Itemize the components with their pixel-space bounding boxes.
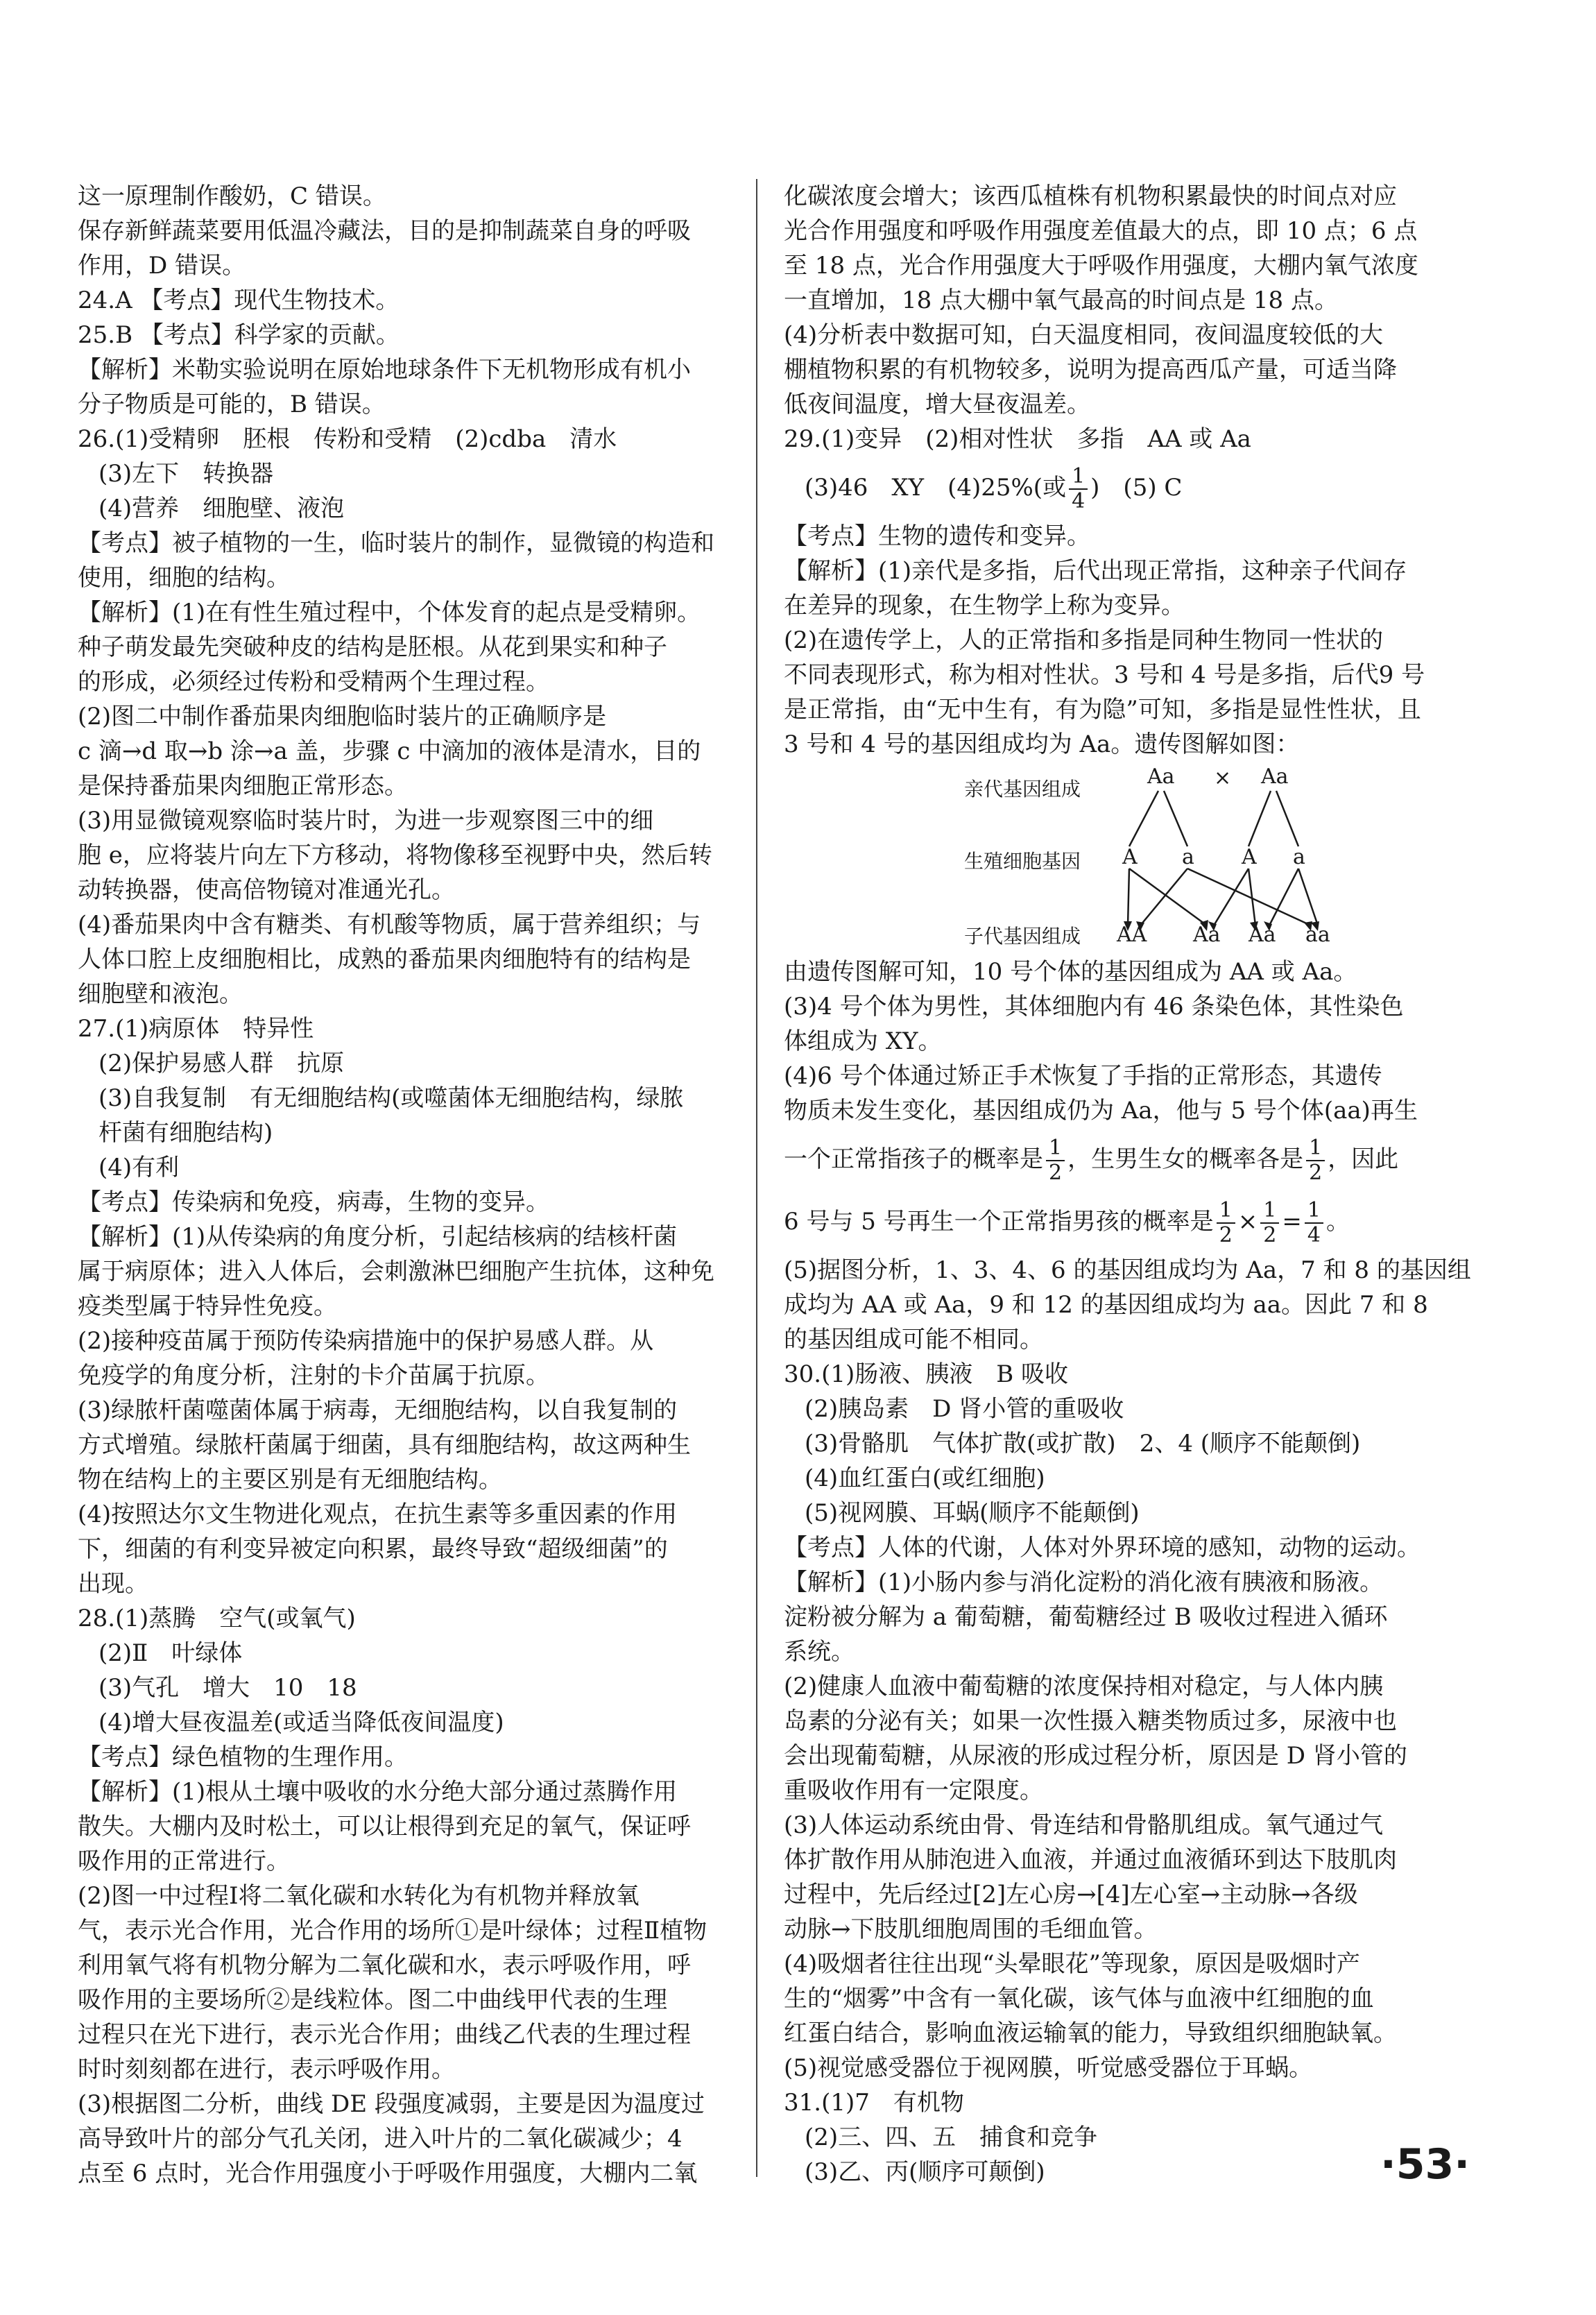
q28-continued-line: 光合作用强度和呼吸作用强度差值最大的点，即 10 点；6 点 [784, 217, 1418, 245]
left-column-line: 散失。大棚内及时松土，可以让根得到充足的氧气，保证呼 [78, 1813, 691, 1840]
left-column-line: 下，细菌的有利变异被定向积累，最终导致“超级细菌”的 [78, 1535, 668, 1563]
q30-q31-line: 【解析】(1)小肠内参与消化淀粉的消化液有胰液和肠液。 [784, 1569, 1384, 1596]
q29-explanation-line: (4)6 号个体通过矫正手术恢复了手指的正常形态，其遗传 [784, 1062, 1382, 1090]
fraction-one-half-d: $\frac{1}{2}$ [1260, 1199, 1279, 1247]
q28-continued-line: 一直增加，18 点大棚中氧气最高的时间点是 18 点。 [784, 287, 1338, 314]
q29-explanation-line: 由遗传图解可知，10 号个体的基因组成为 AA 或 Aa。 [784, 958, 1357, 986]
gamete-1: A [1122, 845, 1138, 869]
q29-answer [784, 422, 1519, 1357]
left-column-line: 方式增殖。绿脓杆菌属于细菌，具有细胞结构，故这两种生 [78, 1431, 691, 1459]
gamete-4: a [1293, 845, 1305, 869]
left-column-line: 26.(1)受精卵 胚根 传粉和受精 (2)cdba 清水 [78, 425, 617, 453]
left-column-line: 【解析】(1)在有性生殖过程中，个体发育的起点是受精卵。 [78, 599, 701, 626]
left-column-line: 疫类型属于特异性免疫。 [78, 1292, 337, 1320]
left-column-line: 【解析】(1)从传染病的角度分析，引起结核病的结核杆菌 [78, 1223, 678, 1251]
q30-q31-line: (3)骨骼肌 气体扩散(或扩散) 2、4 (顺序不能颠倒) [805, 1430, 1361, 1458]
q29-explanation-line: 物质未发生变化，基因组成仍为 Aa，他与 5 号个体(aa)再生 [784, 1097, 1418, 1125]
left-column-line: (3)根据图二分析，曲线 DE 段强度减弱，主要是因为温度过 [78, 2090, 705, 2118]
right-column [784, 179, 1519, 2189]
fraction-one-quarter: $\frac{1}{4}$ [1069, 465, 1088, 513]
q29-answer-line-1: 29.(1)变异 (2)相对性状 多指 AA 或 Aa [784, 425, 1251, 453]
q30-q31-line: 生的“烟雾”中含有一氧化碳，该气体与血液中红细胞的血 [784, 1985, 1374, 2013]
q29-probability-line-1: 一个正常指孩子的概率是 $\frac{1}{2}$ ，生男生女的概率各是 $\frac{1}{2}$ ，因此 [784, 1136, 1399, 1185]
left-column-line: 属于病原体；进入人体后，会刺激淋巴细胞产生抗体，这种免 [78, 1258, 714, 1285]
left-column-line: (3)气孔 增大 10 18 [98, 1674, 357, 1702]
left-column-line: c 滴→d 取→b 涂→a 盖，步骤 c 中滴加的液体是清水，目的 [78, 737, 701, 765]
q29-explanation-tail [784, 1253, 1519, 1357]
page-number: ·53· [1380, 2140, 1470, 2189]
left-column-line: 24.A 【考点】现代生物技术。 [78, 287, 400, 314]
q30-q31-line: (3)人体运动系统由骨、骨连结和骨骼肌组成。氧气通过气 [784, 1811, 1384, 1839]
left-column-line: 【考点】绿色植物的生理作用。 [78, 1743, 408, 1771]
offspring-4: aa [1305, 923, 1330, 947]
left-column-line: 这一原理制作酸奶，C 错误。 [78, 182, 386, 210]
q30-q31-line: 红蛋白结合，影响血液运输氧的能力，导致组织细胞缺氧。 [784, 2019, 1397, 2047]
left-column-line: 吸作用的正常进行。 [78, 1847, 290, 1875]
parent-2-genotype: Aa [1261, 764, 1289, 789]
left-column-line: 27.(1)病原体 特异性 [78, 1015, 314, 1043]
left-column-line: 【解析】(1)根从土壤中吸收的水分绝大部分通过蒸腾作用 [78, 1778, 678, 1806]
offspring-2: Aa [1193, 923, 1221, 947]
left-column-line: 细胞壁和液泡。 [78, 980, 243, 1008]
left-column-line: 分子物质是可能的，B 错误。 [78, 391, 386, 418]
q30-q31-line: 30.(1)肠液、胰液 B 吸收 [784, 1360, 1069, 1388]
left-column-line: 动转换器，使高倍物镜对准通光孔。 [78, 876, 455, 904]
left-column-line: 吸作用的主要场所②是线粒体。图二中曲线甲代表的生理 [78, 1986, 667, 2014]
q30-q31-line: (4)吸烟者往往出现“头晕眼花”等现象，原因是吸烟时产 [784, 1950, 1360, 1978]
q29-explanation-line: 的基因组成可能不相同。 [784, 1326, 1043, 1353]
q28-continued-line: 低夜间温度，增大昼夜温差。 [784, 391, 1090, 418]
q30-q31-line: 过程中，先后经过[2]左心房→[4]左心室→主动脉→各级 [784, 1881, 1358, 1908]
left-column-line: (2)保护易感人群 抗原 [98, 1050, 345, 1077]
q30-q31-line: (3)乙、丙(顺序可颠倒) [805, 2158, 1045, 2186]
fraction-one-half-b: $\frac{1}{2}$ [1306, 1136, 1325, 1185]
q30-q31-line: (2)三、四、五 捕食和竞争 [805, 2124, 1098, 2151]
q29-explanation-line: 不同表现形式，称为相对性状。3 号和 4 号是多指，后代9 号 [784, 661, 1425, 689]
q30-q31-line: 【考点】人体的代谢，人体对外界环境的感知，动物的运动。 [784, 1534, 1421, 1562]
q30-q31-line: 岛素的分泌有关；如果一次性摄入糖类物质过多，尿液中也 [784, 1707, 1397, 1735]
offspring-1: AA [1117, 923, 1147, 947]
q30-q31-line: (2)健康人血液中葡萄糖的浓度保持相对稳定，与人体内胰 [784, 1673, 1384, 1700]
left-column-line: 时时刻刻都在进行，表示呼吸作用。 [78, 2056, 455, 2083]
left-column-line: 25.B 【考点】科学家的贡献。 [78, 321, 400, 349]
q30-q31-line: (2)胰岛素 D 肾小管的重吸收 [805, 1395, 1124, 1423]
left-column-line: 【考点】被子植物的一生，临时装片的制作，显微镜的构造和 [78, 529, 714, 557]
q29-explanation-line: 3 号和 4 号的基因组成均为 Aa。遗传图解如图： [784, 731, 1300, 758]
q30-q31-line: 动脉→下肢肌细胞周围的毛细血管。 [784, 1915, 1158, 1943]
q29-explanation-continued [784, 955, 1519, 1128]
q30-q31-line: (5)视网膜、耳蜗(顺序不能颠倒) [805, 1499, 1140, 1527]
q28-continued-line: 化碳浓度会增大；该西瓜植株有机物积累最快的时间点对应 [784, 182, 1397, 210]
q29-explanation-line: 在差异的现象，在生物学上称为变异。 [784, 592, 1185, 620]
left-column-line: (2)接种疫苗属于预防传染病措施中的保护易感人群。从 [78, 1327, 654, 1355]
left-column-line: 气，表示光合作用，光合作用的场所①是叶绿体；过程Ⅱ植物 [78, 1917, 707, 1945]
left-column-line: 【解析】米勒实验说明在原始地球条件下无机物形成有机小 [78, 356, 691, 384]
left-column-line: 28.(1)蒸腾 空气(或氧气) [78, 1605, 356, 1632]
left-column-line: 的形成，必须经过传粉和受精两个生理过程。 [78, 668, 549, 696]
q29-explanation-line: 成均为 AA 或 Aa，9 和 12 的基因组成均为 aa。因此 7 和 8 [784, 1291, 1428, 1319]
q30-q31-line: (4)血红蛋白(或红细胞) [805, 1464, 1045, 1492]
q29-explanation-line: (2)在遗传学上，人的正常指和多指是同种生物同一性状的 [784, 626, 1384, 654]
q30-q31-line: 淀粉被分解为 a 葡萄糖，葡萄糖经过 B 吸收过程进入循环 [784, 1603, 1388, 1631]
left-column-line: (2)图一中过程Ⅰ将二氧化碳和水转化为有机物并释放氧 [78, 1882, 640, 1910]
gamete-2: a [1182, 845, 1194, 869]
column-divider [756, 179, 757, 2177]
cross-symbol: × [1214, 766, 1232, 790]
gamete-3: A [1242, 845, 1257, 869]
left-column-line: 利用氧气将有机物分解为二氧化碳和水，表示呼吸作用，呼 [78, 1951, 691, 1979]
left-column-line: 胞 e，应将装片向左下方移动，将物像移至视野中央，然后转 [78, 842, 712, 869]
left-column-line: (3)自我复制 有无细胞结构(或噬菌体无细胞结构，绿脓 [98, 1084, 684, 1112]
label-offspring-genotype: 子代基因组成 [964, 925, 1081, 948]
q30-q31-answers [784, 1357, 1519, 2189]
left-column-line: (4)有利 [98, 1154, 180, 1181]
left-column-line: 【考点】传染病和免疫，病毒，生物的变异。 [78, 1188, 549, 1216]
left-column-line: 过程只在光下进行，表示光合作用；曲线乙代表的生理过程 [78, 2021, 691, 2049]
left-column-line: 人体口腔上皮细胞相比，成熟的番茄果肉细胞特有的结构是 [78, 946, 691, 973]
q28-continued-line: 棚植物积累的有机物较多，说明为提高西瓜产量，可适当降 [784, 356, 1397, 384]
left-column-line: (2)Ⅱ 叶绿体 [98, 1639, 243, 1667]
q29-explanation [784, 519, 1519, 762]
left-column-line: 种子萌发最先突破种皮的结构是胚根。从花到果实和种子 [78, 633, 667, 661]
fraction-one-quarter-b: $\frac{1}{4}$ [1305, 1199, 1323, 1247]
left-column-line: (4)按照达尔文生物进化观点，在抗生素等多重因素的作用 [78, 1501, 678, 1528]
left-column-line: 作用，D 错误。 [78, 252, 246, 280]
q28-continued-line: 至 18 点，光合作用强度大于呼吸作用强度，大棚内氧气浓度 [784, 252, 1418, 280]
offspring-3: Aa [1249, 923, 1276, 947]
left-column-line: (4)番茄果肉中含有糖类、有机酸等物质，属于营养组织；与 [78, 911, 701, 939]
label-parent-genotype: 亲代基因组成 [964, 778, 1081, 801]
q29-explanation-line: 体组成为 XY。 [784, 1027, 942, 1055]
fraction-one-half-a: $\frac{1}{2}$ [1046, 1136, 1065, 1185]
left-column [78, 179, 716, 2191]
q30-q31-line: 体扩散作用从肺泡进入血液，并通过血液循环到达下肢肌肉 [784, 1846, 1397, 1874]
left-column-line: 杆菌有细胞结构) [98, 1119, 273, 1147]
left-column-line: 点至 6 点时，光合作用强度小于呼吸作用强度，大棚内二氧 [78, 2160, 698, 2187]
fraction-one-half-c: $\frac{1}{2}$ [1217, 1199, 1235, 1247]
q30-q31-line: 会出现葡萄糖，从尿液的形成过程分析，原因是 D 肾小管的 [784, 1742, 1407, 1770]
label-gamete-genotype: 生殖细胞基因 [964, 850, 1081, 873]
left-column-line: (3)用显微镜观察临时装片时，为进一步观察图三中的细 [78, 807, 654, 835]
q30-q31-line: (5)视觉感受器位于视网膜，听觉感受器位于耳蜗。 [784, 2054, 1313, 2082]
left-column-line: 出现。 [78, 1570, 148, 1598]
q30-q31-line: 系统。 [784, 1638, 855, 1666]
q30-q31-line: 重吸收作用有一定限度。 [784, 1777, 1043, 1804]
left-column-line: 高导致叶片的部分气孔关闭，进入叶片的二氧化碳减少；4 [78, 2125, 683, 2153]
left-column-line: 是保持番茄果肉细胞正常形态。 [78, 772, 408, 800]
q29-explanation-line: (5)据图分析，1、3、4、6 的基因组成均为 Aa，7 和 8 的基因组 [784, 1256, 1471, 1284]
left-column-line: (3)绿脓杆菌噬菌体属于病毒，无细胞结构，以自我复制的 [78, 1396, 678, 1424]
left-column-line: 使用，细胞的结构。 [78, 564, 290, 592]
genetic-diagram [784, 764, 1477, 952]
left-column-line: 保存新鲜蔬菜要用低温冷藏法，目的是抑制蔬菜自身的呼吸 [78, 217, 691, 245]
q29-explanation-line: 是正常指，由“无中生有，有为隐”可知，多指是显性性状，且 [784, 696, 1421, 724]
q29-line2-text: (3)46 XY (4)25%(或 [805, 474, 1067, 502]
q29-line2-tail: ) (5) C [1090, 474, 1183, 502]
left-column-line: (2)图二中制作番茄果肉细胞临时装片的正确顺序是 [78, 703, 607, 731]
left-column-line: (4)营养 细胞壁、液泡 [98, 495, 345, 522]
left-column-line: (3)左下 转换器 [98, 460, 274, 488]
left-column-line: 物在结构上的主要区别是有无细胞结构。 [78, 1466, 502, 1494]
q29-probability-line-2: 6 号与 5 号再生一个正常指男孩的概率是 $\frac{1}{2}$ × $\frac{1}{2}$ = $\frac{1}{4}$ 。 [784, 1198, 1350, 1247]
left-column-line: 免疫学的角度分析，注射的卡介苗属于抗原。 [78, 1362, 549, 1390]
q29-explanation-line: (3)4 号个体为男性，其体细胞内有 46 条染色体，其性染色 [784, 993, 1404, 1020]
q29-explanation-line: 【解析】(1)亲代是多指，后代出现正常指，这种亲子代间存 [784, 557, 1407, 585]
left-column-line: (4)增大昼夜温差(或适当降低夜间温度) [98, 1709, 504, 1736]
q30-q31-line: 31.(1)7 有机物 [784, 2089, 964, 2117]
q28-continuation [784, 179, 1519, 422]
q29-answer-line-2 [784, 456, 1519, 519]
parent-1-genotype: Aa [1147, 764, 1175, 789]
q28-continued-line: (4)分析表中数据可知，白天温度相同，夜间温度较低的大 [784, 321, 1384, 349]
q29-explanation-line: 【考点】生物的遗传和变异。 [784, 522, 1090, 550]
